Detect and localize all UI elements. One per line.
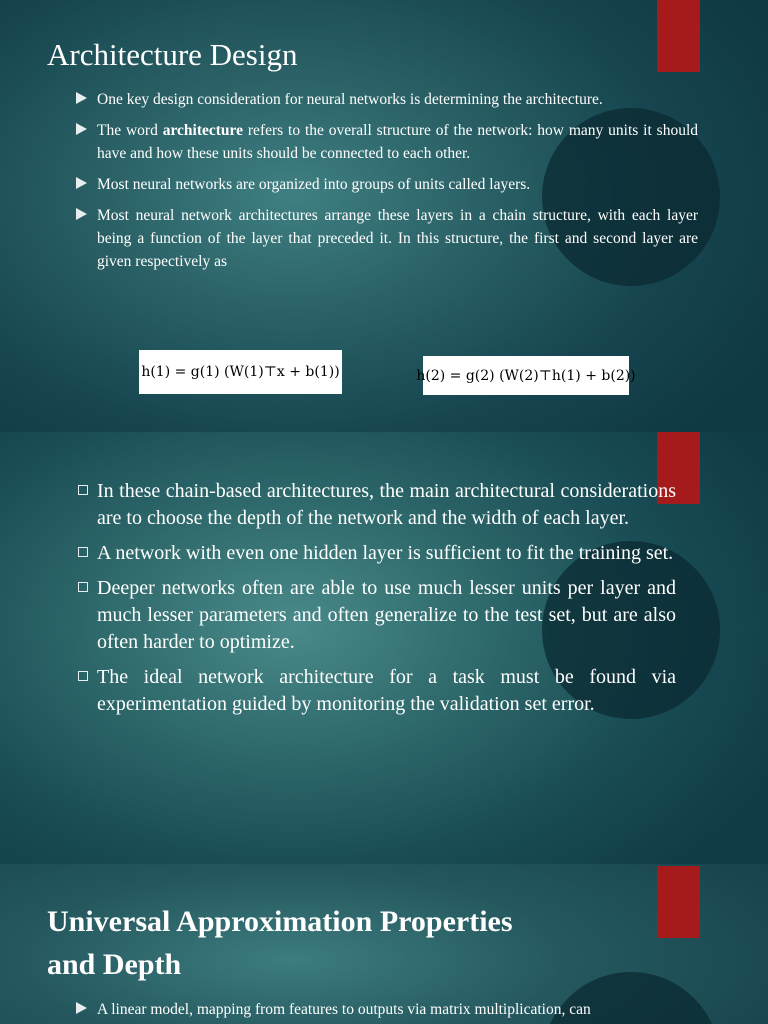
slide-chain-architectures	[0, 432, 768, 864]
red-accent-bar	[657, 866, 700, 938]
bullet-text: A network with even one hidden layer is sufficient to fit the training set.	[97, 542, 674, 564]
red-accent-bar	[657, 0, 700, 72]
bullet-text: Most neural networks are organized into groups of units called layers.	[97, 176, 531, 193]
title-line-1: Universal Approximation Properties	[47, 905, 513, 938]
list-item	[76, 204, 698, 273]
list-item	[76, 88, 698, 111]
square-bullet-icon	[78, 671, 88, 681]
square-bullet-icon	[78, 485, 88, 495]
slide-title: Architecture Design	[47, 37, 298, 72]
triangle-bullet-icon	[76, 92, 87, 104]
square-bullet-icon	[78, 547, 88, 557]
bullet-text: The ideal network architecture for a task must be found via experimentation guided by monitoring the validation set error.	[97, 666, 676, 715]
slide-title	[47, 900, 647, 986]
square-bullet-icon	[78, 582, 88, 592]
list-item	[77, 575, 676, 656]
triangle-bullet-icon	[76, 177, 87, 189]
list-item	[76, 119, 698, 165]
bullet-text: Deeper networks often are able to use much lesser units per layer and much lesser parameters and often generalize to the test set, but are also often harder to optimize.	[97, 577, 676, 653]
bullet-list	[77, 478, 676, 726]
list-item	[77, 478, 676, 532]
bullet-text: One key design consideration for neural networks is determining the architecture.	[97, 91, 603, 108]
equation-text: h(1) = g(1) (W(1)⊤x + b(1))	[141, 364, 340, 380]
list-item	[77, 664, 676, 718]
bullet-text-bold: architecture	[162, 122, 244, 139]
bullet-text: In these chain-based architectures, the main architectural considerations are to choose the depth of the network and the width of each layer.	[97, 480, 676, 529]
slide-universal-approximation	[0, 864, 768, 1024]
slide-architecture-design	[0, 0, 768, 432]
bullet-text-pre: The word	[97, 122, 163, 139]
equation-second-layer	[416, 356, 636, 395]
bullet-text: Most neural network architectures arrange these layers in a chain structure, with each layer being a function of the layer that preceded it. In this structure, the first and second layer are given respectively as	[97, 207, 698, 270]
bullet-list	[76, 998, 726, 1021]
bullet-list	[76, 88, 698, 281]
list-item	[76, 998, 726, 1021]
triangle-bullet-icon	[76, 1002, 87, 1014]
list-item	[77, 540, 676, 567]
list-item	[76, 173, 698, 196]
equation-text: h(2) = g(2) (W(2)⊤h(1) + b(2))	[416, 367, 636, 384]
bullet-text-post: refers to the overall structure of the network: how many units it should have and how these units should be connected to each other.	[97, 122, 698, 162]
triangle-bullet-icon	[76, 123, 87, 135]
triangle-bullet-icon	[76, 208, 87, 220]
bullet-text: A linear model, mapping from features to outputs via matrix multiplication, can	[97, 1001, 591, 1018]
equation-first-layer	[139, 350, 342, 394]
title-line-2: and Depth	[47, 948, 182, 981]
